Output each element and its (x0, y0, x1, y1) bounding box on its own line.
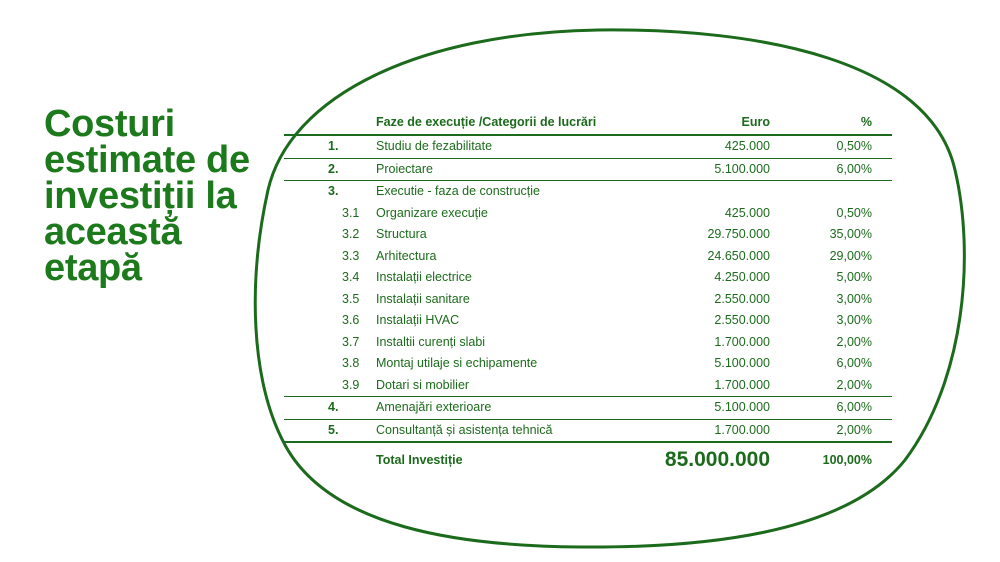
table-row (284, 310, 892, 332)
table-row (284, 353, 892, 375)
row-euro: 1.700.000 (714, 377, 770, 392)
row-euro: 24.650.000 (707, 248, 770, 263)
table-row (284, 375, 892, 398)
table-row (284, 267, 892, 289)
page-title: Costuri estimate de investiții la această etapă (44, 103, 250, 289)
table-row (284, 181, 892, 203)
row-name: Executie - faza de construcție (376, 184, 540, 198)
row-euro: 5.100.000 (714, 356, 770, 370)
row-number: 3.6 (342, 313, 360, 327)
row-name: Instalații sanitare (376, 291, 470, 306)
row-percent: 2,00% (836, 334, 872, 349)
total-row (284, 443, 892, 477)
row-number: 3.4 (342, 270, 360, 284)
row-name: Proiectare (376, 161, 433, 176)
row-euro: 2.550.000 (714, 313, 770, 327)
row-percent: 6,00% (836, 356, 872, 370)
total-label: Total Investiție (376, 453, 463, 467)
row-name: Amenajări exterioare (376, 400, 492, 414)
row-percent: 3,00% (836, 291, 872, 306)
table-row (284, 246, 892, 268)
row-percent: 6,00% (836, 161, 872, 176)
row-euro: 425.000 (724, 205, 770, 220)
row-euro: 5.100.000 (714, 400, 770, 414)
table-row (284, 420, 892, 444)
total-percent: 100,00% (822, 453, 872, 467)
column-header-phase: Faze de execuție /Categorii de lucrări (376, 115, 597, 129)
table-row (284, 332, 892, 354)
row-number: 5. (328, 422, 339, 437)
row-name: Arhitectura (376, 248, 437, 263)
row-euro: 1.700.000 (714, 422, 770, 437)
total-euro: 85.000.000 (664, 448, 770, 471)
row-number: 3.7 (342, 334, 360, 349)
column-header-euro: Euro (741, 115, 770, 129)
row-percent: 29,00% (829, 248, 872, 263)
row-percent: 5,00% (836, 270, 872, 284)
table-row (284, 289, 892, 311)
row-number: 3.1 (342, 205, 360, 220)
row-number: 3.8 (342, 356, 360, 370)
row-euro: 1.700.000 (714, 334, 770, 349)
row-percent: 35,00% (829, 227, 872, 241)
row-number: 2. (328, 161, 339, 176)
row-euro: 4.250.000 (714, 270, 770, 284)
row-percent: 6,00% (836, 400, 872, 414)
cost-table (284, 110, 892, 477)
row-euro: 29.750.000 (707, 227, 770, 241)
row-name: Instalații HVAC (376, 313, 460, 327)
row-euro: 2.550.000 (714, 291, 770, 306)
row-name: Studiu de fezabilitate (376, 139, 493, 153)
row-number: 3.2 (342, 227, 360, 241)
row-percent: 3,00% (836, 313, 872, 327)
row-name: Dotari si mobilier (376, 377, 470, 392)
row-number: 3.9 (342, 377, 360, 392)
column-header-percent: % (860, 115, 872, 129)
table-row (284, 203, 892, 225)
row-euro: 5.100.000 (714, 161, 770, 176)
row-percent: 2,00% (836, 377, 872, 392)
table-header-row (284, 110, 892, 136)
row-percent: 0,50% (836, 139, 872, 153)
row-percent: 0,50% (836, 205, 872, 220)
row-name: Organizare execuție (376, 205, 488, 220)
table-row (284, 159, 892, 182)
row-number: 1. (328, 139, 339, 153)
table-row (284, 397, 892, 420)
table-row (284, 224, 892, 246)
row-number: 3. (328, 184, 339, 198)
table-row (284, 136, 892, 159)
row-name: Instalații electrice (376, 270, 472, 284)
row-percent: 2,00% (836, 422, 872, 437)
row-name: Montaj utilaje si echipamente (376, 356, 538, 370)
row-name: Consultanță și asistența tehnică (376, 422, 553, 437)
row-name: Structura (376, 227, 427, 241)
row-number: 4. (328, 400, 339, 414)
row-number: 3.5 (342, 291, 360, 306)
row-euro: 425.000 (724, 139, 770, 153)
row-number: 3.3 (342, 248, 360, 263)
row-name: Instaltii curenți slabi (376, 334, 486, 349)
